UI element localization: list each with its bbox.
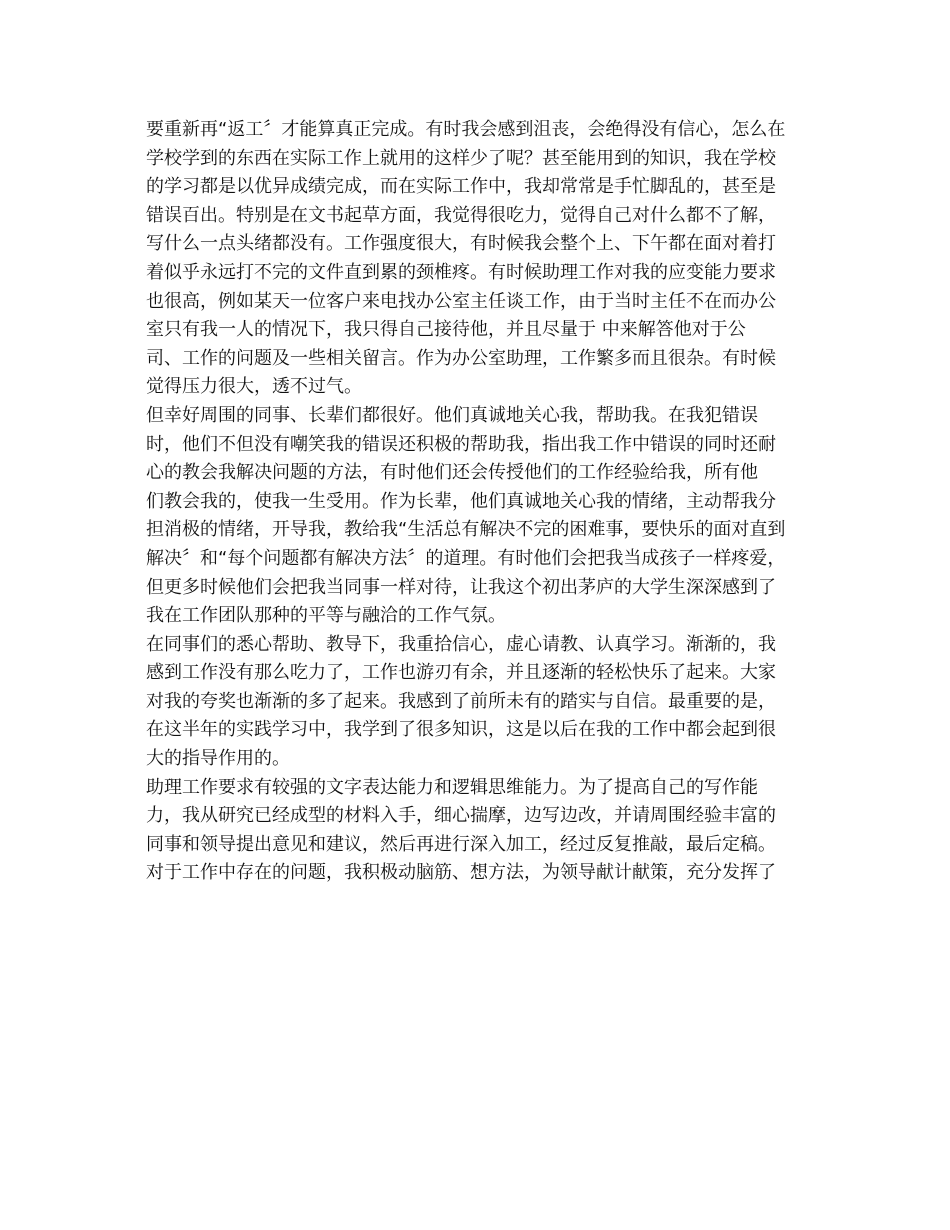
- text-line: 在这半年的实践学习中，我学到了很多知识，这是以后在我的工作中都会起到很: [146, 719, 776, 741]
- text-line: 我在工作团队那种的平等与融洽的工作气氛。: [146, 605, 506, 627]
- text-line: 的学习都是以优异成绩完成，而在实际工作中，我却常常是手忙脚乱的，甚至是: [146, 176, 776, 198]
- text-line: 心的教会我解决问题的方法，有时他们还会传授他们的工作经验给我，所有他: [146, 462, 758, 484]
- text-line: 助理工作要求有较强的文字表达能力和逻辑思维能力。为了提高自己的写作能: [146, 776, 758, 798]
- text-line: 但幸好周围的同事、长辈们都很好。他们真诚地关心我，帮助我。在我犯错误: [146, 404, 758, 426]
- text-line: 也很高，例如某天一位客户来电找办公室主任谈工作，由于当时主任不在而办公: [146, 290, 776, 312]
- text-line: 大的指导作用的。: [146, 748, 290, 770]
- text-line: 解决〞和“每个问题都有解决方法〞的道理。有时他们会把我当成孩子一样疼爱，: [146, 547, 786, 569]
- text-line: 在同事们的悉心帮助、教导下，我重拾信心，虚心请教、认真学习。渐渐的，我: [146, 633, 776, 655]
- text-line: 对于工作中存在的问题，我积极动脑筋、想方法，为领导献计献策，充分发挥了: [146, 862, 776, 884]
- text-line: 们教会我的，使我一生受用。作为长辈，他们真诚地关心我的情绪，主动帮我分: [146, 490, 776, 512]
- text-line: 写什么一点头绪都没有。工作强度很大，有时候我会整个上、下午都在面对着打: [146, 233, 776, 255]
- text-line: 着似乎永远打不完的文件直到累的颈椎疼。有时候助理工作对我的应变能力要求: [146, 261, 776, 283]
- text-line: 对我的夸奖也渐渐的多了起来。我感到了前所未有的踏实与自信。最重要的是，: [146, 690, 776, 712]
- text-line: 觉得压力很大，透不过气。: [146, 376, 362, 398]
- body-text: [146, 116, 816, 888]
- text-line: 学校学到的东西在实际工作上就用的这样少了呢？甚至能用到的知识，我在学校: [146, 147, 776, 169]
- text-line: 感到工作没有那么吃力了，工作也游刃有余，并且逐渐的轻松快乐了起来。大家: [146, 662, 776, 684]
- text-line: 力，我从研究已经成型的材料入手，细心揣摩，边写边改，并请周围经验丰富的: [146, 805, 776, 827]
- text-line: 担消极的情绪，开导我，教给我“生活总有解决不完的困难事，要快乐的面对直到: [146, 519, 786, 541]
- text-line: 错误百出。特别是在文书起草方面，我觉得很吃力，觉得自己对什么都不了解，: [146, 204, 776, 226]
- text-line: 要重新再“返工〞才能算真正完成。有时我会感到沮丧，会绝得没有信心，怎么在: [146, 119, 786, 140]
- text-line: 时，他们不但没有嘲笑我的错误还积极的帮助我，指出我工作中错误的同时还耐: [146, 433, 776, 455]
- text-line: 室只有我一人的情况下，我只得自己接待他，并且尽量于 中来解答他对于公: [146, 319, 746, 341]
- text-line: 但更多时候他们会把我当同事一样对待，让我这个初出茅庐的大学生深深感到了: [146, 576, 776, 598]
- text-line: 司、工作的问题及一些相关留言。作为办公室助理，工作繁多而且很杂。有时候: [146, 347, 776, 369]
- text-line: 同事和领导提出意见和建议，然后再进行深入加工，经过反复推敲，最后定稿。: [146, 833, 776, 855]
